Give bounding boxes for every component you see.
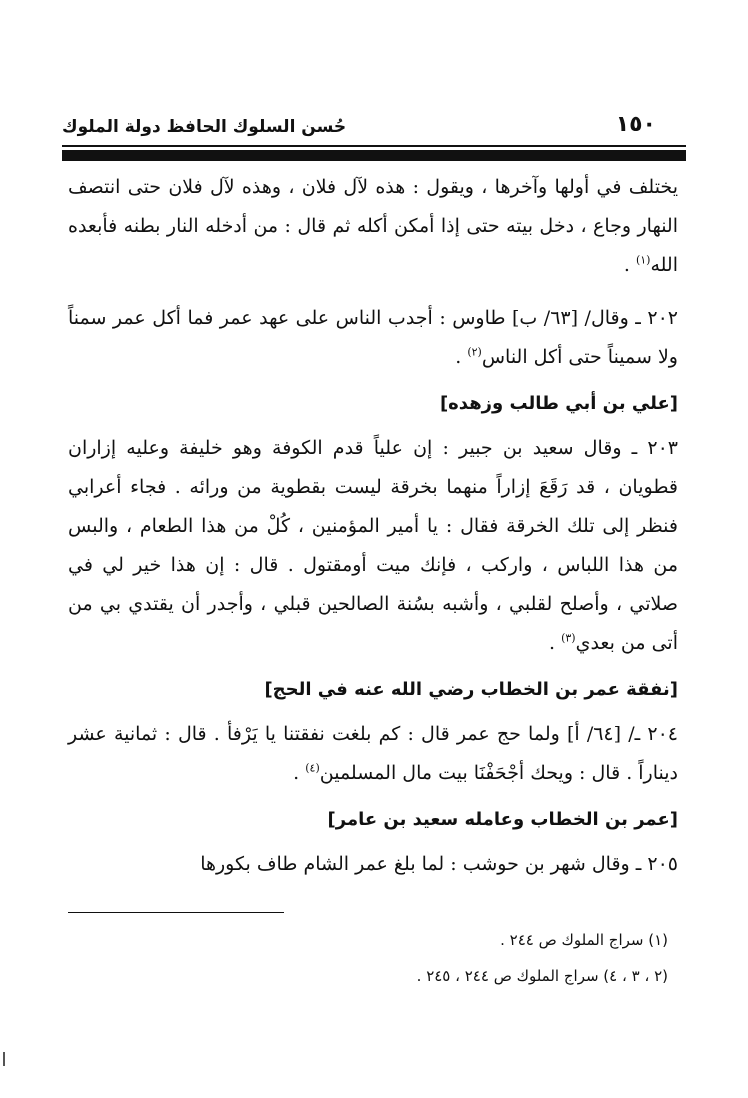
footnote-ref-3: (٣)	[561, 631, 576, 645]
footnote-ref-2: (٢)	[467, 345, 482, 359]
paragraph-203-end: .	[548, 632, 562, 654]
page-number: ١٥٠	[615, 112, 656, 137]
footnotes	[68, 922, 668, 994]
section-heading-umar-said: [عمر بن الخطاب وعامله سعيد بن عامر]	[327, 809, 678, 830]
paragraph-1	[68, 168, 678, 285]
scan-margin-mark	[3, 1052, 5, 1066]
running-title: حُسن السلوك الحافظ دولة الملوك	[62, 117, 347, 137]
paragraph-1-text: يختلف في أولها وآخرها ، ويقول : هذه لآل فلان ، وهذه لآل فلان حتى انتصف النهار وجاع ، دخل بيته حتى إذا أمكن أكله ثم قال : من أدخله النار بطنه فأبعده الله	[68, 176, 678, 276]
paragraph-202-text: ٢٠٢ ـ وقال/ [٦٣/ ب] طاوس : أجدب الناس على عهد عمر فما أكل عمر سمناً ولا سميناً حتى أكل الناس	[68, 307, 678, 368]
footnote-rule	[68, 912, 284, 913]
paragraph-205: ٢٠٥ ـ وقال شهر بن حوشب : لما بلغ عمر الشام طاف بكورها	[200, 853, 678, 875]
paragraph-204-text: ٢٠٤ ـ/ [٦٤/ أ] ولما حج عمر قال : كم بلغت نفقتنا يا يَرْفأ . قال : ثمانية عشر ديناراً . قال : ويحك أجْحَفْنَا بيت مال المسلمين	[68, 723, 678, 784]
paragraph-204-end: .	[293, 762, 306, 784]
paragraph-203-text: ٢٠٣ ـ وقال سعيد بن جبير : إن علياً قدم الكوفة وهو خليفة وعليه إزاران قطويان ، قد رَقَعَ إزاراً منهما بخرقة ليست بقطوية من ورائه . فجاء أعرابي فنظر إلى تلك الخرقة فقال : يا أمير المؤمنين ، كُلْ من هذا الطعام ، والبس من هذا اللباس ، واركب ، فإنك ميت أومقتول . قال : إن هذا خير لي في صلاتي ، وأصلح لقلبي ، وأشبه بسُنة الصالحين قبلي ، وأجدر أن يقتدي بي من أتى من بعدي	[68, 437, 678, 654]
paragraph-202-end: .	[455, 346, 468, 368]
paragraph-202	[68, 299, 678, 377]
paragraph-203	[68, 429, 678, 663]
section-heading-ali: [علي بن أبي طالب وزهده]	[439, 393, 678, 414]
section-heading-hajj: [نفقة عمر بن الخطاب رضي الله عنه في الحج]	[264, 679, 678, 700]
running-header	[62, 112, 656, 137]
paragraph-1-end: .	[623, 254, 636, 276]
footnote-ref-4: (٤)	[305, 761, 320, 775]
footnote-2-4: (٢ ، ٣ ، ٤) سراج الملوك ص ٢٤٤ ، ٢٤٥ .	[416, 967, 668, 985]
footnote-ref-1: (١)	[635, 253, 651, 267]
body-text	[68, 168, 678, 884]
header-rule-thick	[62, 150, 686, 161]
header-rule-thin	[62, 145, 686, 147]
footnote-1: (١) سراج الملوك ص ٢٤٤ .	[500, 931, 668, 949]
paragraph-204	[68, 715, 678, 793]
